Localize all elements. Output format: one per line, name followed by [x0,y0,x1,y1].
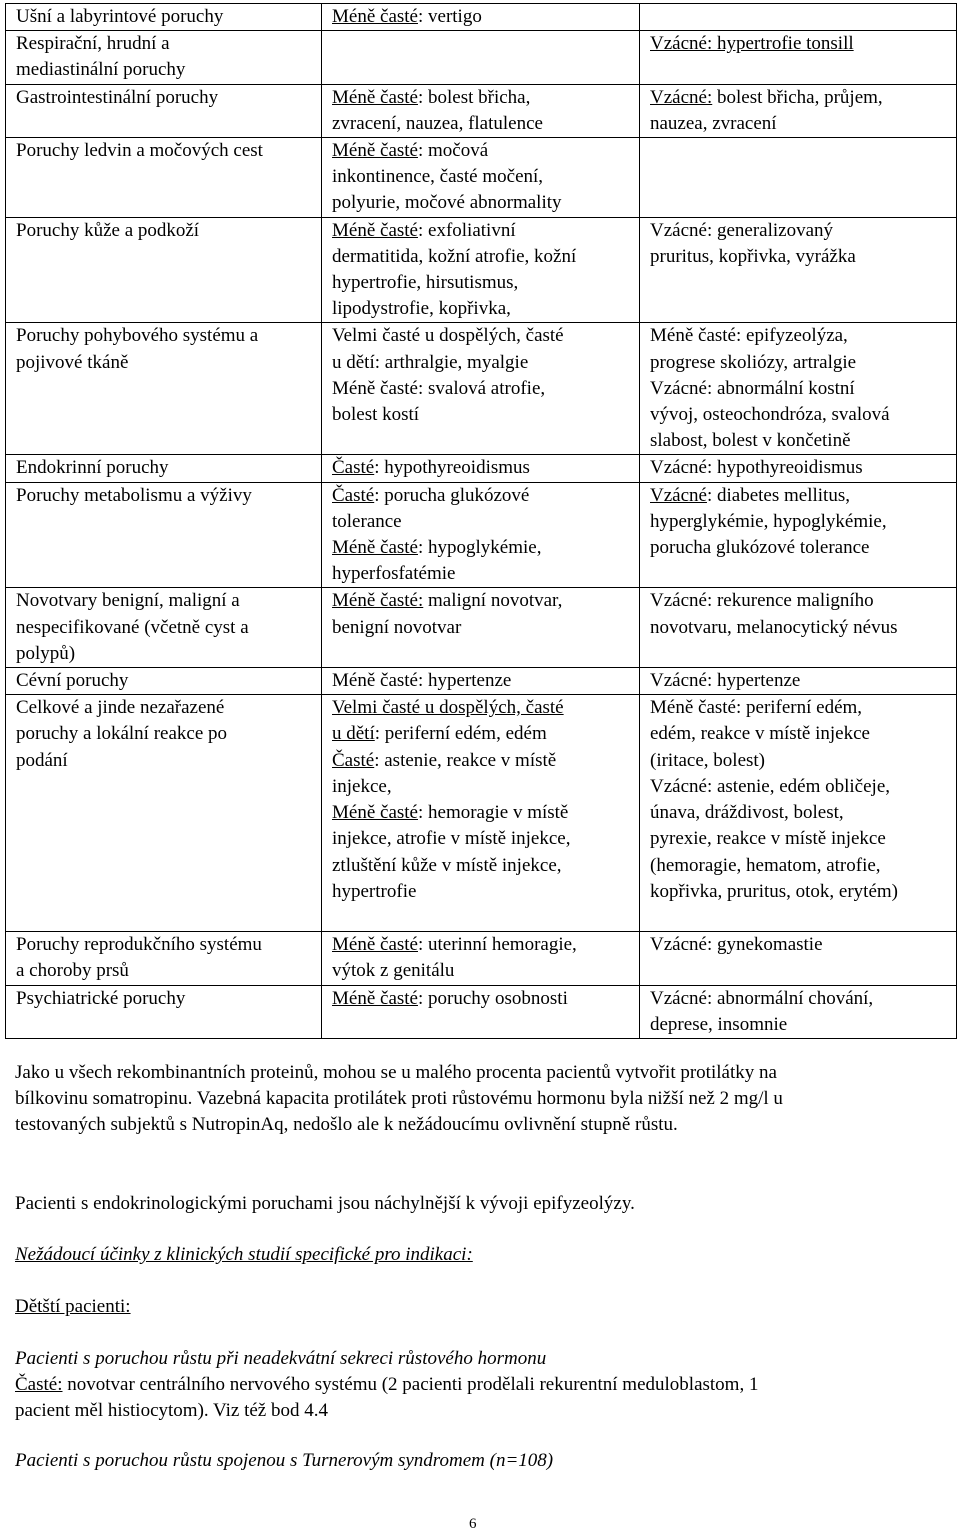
frequency-text: Méně časté: periferní edém, [650,697,863,719]
adverse-effects-table [5,3,957,1039]
frequency-line [332,218,635,244]
frequency-line [332,164,635,190]
frequency-text: Velmi časté u dospělých, časté [332,325,564,347]
ghd-frequency-label: Časté: [15,1374,63,1395]
frequency-text: lipodystrofie, kopřivka, [332,298,511,320]
frequency-cell-common [322,985,640,1038]
frequency-category-label: u dětí [332,723,375,745]
frequency-text: Méně časté: epifyzeolýza, [650,325,848,347]
frequency-line [650,31,952,57]
frequency-cell-common [322,455,640,482]
frequency-line [332,615,635,641]
organ-system-line: mediastinální poruchy [16,59,186,81]
frequency-cell-rare [640,84,957,137]
frequency-line [332,826,635,852]
frequency-effects: maligní novotvar, [423,590,563,612]
frequency-effects: : hypothyreoidismus [374,457,530,479]
frequency-line [332,588,635,614]
table-row [6,138,957,218]
organ-system-line: Novotvary benigní, maligní a [16,590,240,612]
frequency-text: dermatitida, kožní atrofie, kožní [332,245,577,267]
frequency-text: benigní novotvar [332,616,462,638]
frequency-category-label: Méně časté: [332,590,424,612]
frequency-text: Vzácné: astenie, edém obličeje, [650,775,891,797]
frequency-line [332,561,635,587]
frequency-line [650,428,952,454]
frequency-cell-common [322,4,640,31]
frequency-line [650,323,952,349]
frequency-line [650,800,952,826]
frequency-line [332,296,635,322]
frequency-line [332,483,635,509]
frequency-cell-rare [640,668,957,695]
frequency-effects: : porucha glukózové [374,484,530,506]
frequency-text: edém, reakce v místě injekce [650,723,870,745]
frequency-text: (iritace, bolest) [650,749,766,771]
frequency-line [650,826,952,852]
frequency-cell-rare [640,138,957,218]
frequency-line [332,905,635,931]
table-row [6,985,957,1038]
frequency-cell-common [322,932,640,985]
frequency-text: kopřivka, pruritus, otok, erytém) [650,880,899,902]
frequency-line [650,668,952,694]
frequency-text: (hemoragie, hematom, atrofie, [650,854,881,876]
frequency-text: bolest kostí [332,404,420,426]
frequency-line [332,323,635,349]
organ-system-line: Gastrointestinální poruchy [16,86,219,108]
frequency-line [650,695,952,721]
frequency-category-label: Časté [332,749,375,771]
frequency-effects: : bolest břicha, [417,86,531,108]
frequency-text: injekce, [332,775,392,797]
frequency-category-label: Časté [332,457,375,479]
frequency-line [332,509,635,535]
organ-system-line: Ušní a labyrintové poruchy [16,6,224,27]
frequency-category-label: Méně časté [332,987,418,1009]
frequency-line [332,695,635,721]
frequency-effects: : močová [417,140,489,162]
frequency-text: progrese skoliózy, artralgie [650,351,857,373]
frequency-line [650,218,952,244]
frequency-line [332,350,635,376]
organ-system-line: Poruchy ledvin a močových cest [16,140,263,162]
frequency-line [650,932,952,958]
frequency-text: výtok z genitálu [332,960,455,982]
organ-system-cell [6,455,322,482]
frequency-effects: : diabetes mellitus, [706,484,850,506]
frequency-line [332,111,635,137]
frequency-effects: : astenie, reakce v místě [374,749,557,771]
frequency-cell-common [322,138,640,218]
ghd-paragraph [15,1372,935,1424]
frequency-cell-common [322,588,640,668]
frequency-cell-common [322,31,640,84]
frequency-category-label: Méně časté [332,6,418,27]
organ-system-line: Poruchy metabolismu a výživy [16,484,252,506]
organ-system-cell [6,217,322,323]
organ-system-line: Endokrinní poruchy [16,457,169,479]
frequency-text: Vzácné: hypertenze [650,670,801,692]
frequency-cell-common [322,482,640,588]
frequency-text: porucha glukózové tolerance [650,537,870,559]
frequency-line [650,509,952,535]
organ-system-line: podání [16,749,68,771]
frequency-line [332,932,635,958]
organ-system-cell [6,695,322,932]
frequency-category-label: Méně časté [332,934,418,956]
frequency-cell-rare [640,4,957,31]
organ-system-cell [6,588,322,668]
frequency-text: u dětí: arthralgie, myalgie [332,351,529,373]
ghd-paragraph-line-2: pacient měl histiocytom). Viz též bod 4.4 [15,1400,328,1421]
pediatric-patients-heading: Dětští pacienti: [15,1296,131,1317]
frequency-line [332,853,635,879]
frequency-effects: : vertigo [417,6,482,27]
frequency-cell-common [322,323,640,455]
page-number: 6 [469,1516,477,1532]
table-row [6,217,957,323]
table-row [6,668,957,695]
frequency-text: pruritus, kopřivka, vyrážka [650,245,856,267]
organ-system-cell [6,84,322,137]
frequency-text: ztluštění kůže v místě injekce, [332,854,562,876]
organ-system-line: Psychiatrické poruchy [16,987,186,1009]
organ-system-cell [6,4,322,31]
frequency-cell-rare [640,588,957,668]
frequency-effects: : uterinní hemoragie, [417,934,577,956]
frequency-effects: : exfoliativní [417,219,516,241]
frequency-text: deprese, insomnie [650,1013,788,1035]
frequency-line [332,800,635,826]
frequency-category-label: Časté [332,484,375,506]
frequency-line [650,483,952,509]
organ-system-cell [6,482,322,588]
table-row [6,323,957,455]
frequency-text: nauzea, zvracení [650,112,777,134]
frequency-text: novotvaru, melanocytický névus [650,616,898,638]
organ-system-line: pojivové tkáně [16,351,129,373]
frequency-text: inkontinence, časté močení, [332,166,544,188]
frequency-text: hyperglykémie, hypoglykémie, [650,510,887,532]
antibody-paragraph-line-2: bílkovinu somatropinu. Vazebná kapacita protilátek proti růstovému hormonu byla nižší než 2 mg/l u [15,1088,783,1109]
organ-system-line: a choroby prsů [16,960,129,982]
frequency-text: zvracení, nauzea, flatulence [332,112,543,134]
frequency-line [332,138,635,164]
frequency-line [650,111,952,137]
frequency-category-label: Velmi časté u dospělých, časté [332,697,564,719]
frequency-line [332,879,635,905]
frequency-line [332,376,635,402]
table-row [6,4,957,31]
frequency-category-label: Méně časté [332,140,418,162]
turner-heading: Pacienti s poruchou růstu spojenou s Turnerovým syndromem (n=108) [15,1450,554,1471]
frequency-text: pyrexie, reakce v místě injekce [650,828,886,850]
frequency-cell-common [322,668,640,695]
frequency-text: hypertrofie, hirsutismus, [332,272,519,294]
frequency-text: Méně časté: hypertenze [332,670,512,692]
frequency-line [650,376,952,402]
frequency-category-label: Vzácné [650,484,707,506]
frequency-cell-rare [640,31,957,84]
frequency-text: Vzácné: hypothyreoidismus [650,457,863,479]
frequency-cell-rare [640,695,957,932]
frequency-text: Méně časté: svalová atrofie, [332,377,546,399]
frequency-line [650,774,952,800]
frequency-line [650,853,952,879]
frequency-line [332,986,635,1012]
frequency-cell-rare [640,455,957,482]
frequency-text: Vzácné: gynekomastie [650,934,823,956]
frequency-text: slabost, bolest v končetině [650,430,851,452]
frequency-category-label: Vzácné: [650,86,713,108]
table-row [6,84,957,137]
frequency-text: tolerance [332,510,402,532]
frequency-category-label: Méně časté [332,219,418,241]
organ-system-line: Poruchy kůže a podkoží [16,219,200,241]
frequency-text: Vzácné: abnormální kostní [650,377,855,399]
organ-system-cell [6,932,322,985]
frequency-category-label: Méně časté [332,802,418,824]
frequency-effects: : hypoglykémie, [417,537,542,559]
frequency-text: Vzácné: generalizovaný [650,219,834,241]
frequency-text: injekce, atrofie v místě injekce, [332,828,571,850]
table-row [6,588,957,668]
organ-system-line: poruchy a lokální reakce po [16,723,228,745]
ghd-paragraph-line-1: novotvar centrálního nervového systému (2 pacienti prodělali rekurentní meduloblastom, 1 [62,1374,759,1395]
frequency-cell-rare [640,932,957,985]
frequency-line [650,244,952,270]
table-row [6,695,957,932]
organ-system-line: Poruchy reprodukčního systému [16,934,262,956]
frequency-cell-rare [640,985,957,1038]
frequency-line [650,535,952,561]
organ-system-line: Cévní poruchy [16,670,129,692]
frequency-effects: : periferní edém, edém [374,723,547,745]
organ-system-cell [6,985,322,1038]
frequency-line [650,615,952,641]
frequency-line [332,748,635,774]
frequency-text: únava, dráždivost, bolest, [650,802,844,824]
frequency-line [332,535,635,561]
ghd-heading: Pacienti s poruchou růstu při neadekvátní sekreci růstového hormonu [15,1348,547,1369]
organ-system-line: Poruchy pohybového systému a [16,325,259,347]
table-row [6,932,957,985]
frequency-line [332,668,635,694]
frequency-text: hyperfosfatémie [332,563,456,585]
frequency-effects: : poruchy osobnosti [417,987,568,1009]
organ-system-cell [6,138,322,218]
frequency-line [650,402,952,428]
frequency-line [650,350,952,376]
frequency-line [332,190,635,216]
frequency-line [650,1012,952,1038]
epiphysiolysis-note: Pacienti s endokrinologickými poruchami jsou náchylnější k vývoji epifyzeolýzy. [15,1193,635,1214]
frequency-cell-common [322,84,640,137]
frequency-text: vývoj, osteochondróza, svalová [650,404,890,426]
frequency-effects: : hemoragie v místě [417,802,569,824]
adverse-effects-table-body [6,4,957,1039]
frequency-effects: bolest břicha, průjem, [712,86,883,108]
organ-system-cell [6,323,322,455]
frequency-text: hypertrofie [332,880,417,902]
frequency-line [332,270,635,296]
frequency-line [650,748,952,774]
frequency-line [650,721,952,747]
frequency-cell-rare [640,323,957,455]
frequency-line [332,402,635,428]
frequency-line [332,455,635,481]
frequency-line [650,986,952,1012]
frequency-line [332,244,635,270]
frequency-cell-common [322,217,640,323]
table-row [6,482,957,588]
table-row [6,31,957,84]
frequency-category-label: Méně časté [332,537,418,559]
antibody-paragraph-line-3: testovaných subjektů s NutropinAq, nedošlo ale k nežádoucímu ovlivnění stupně růstu. [15,1114,678,1135]
frequency-cell-rare [640,217,957,323]
organ-system-line: nespecifikované (včetně cyst a [16,616,249,638]
frequency-category-label: Méně časté [332,86,418,108]
antibody-paragraph-line-1: Jako u všech rekombinantních proteinů, mohou se u malého procenta pacientů vytvořit protilátky na [15,1062,777,1083]
table-row [6,455,957,482]
organ-system-line: Respirační, hrudní a [16,33,170,55]
frequency-line [332,721,635,747]
organ-system-line: Celkové a jinde nezařazené [16,697,225,719]
frequency-line [332,774,635,800]
frequency-line [650,588,952,614]
frequency-line [332,4,635,30]
clinical-studies-heading: Nežádoucí účinky z klinických studií specifické pro indikaci: [15,1244,473,1265]
frequency-line [650,85,952,111]
organ-system-cell [6,31,322,84]
organ-system-line: polypů) [16,642,76,664]
frequency-cell-rare [640,482,957,588]
antibody-paragraph [15,1060,933,1138]
organ-system-cell [6,668,322,695]
frequency-line [332,85,635,111]
frequency-line [650,879,952,905]
frequency-cell-common [322,695,640,932]
frequency-text: Vzácné: abnormální chování, [650,987,874,1009]
frequency-line [332,958,635,984]
frequency-category-label: Vzácné: hypertrofie tonsill [650,33,854,55]
frequency-text: Vzácné: rekurence maligního [650,590,874,612]
frequency-line [650,455,952,481]
frequency-text: polyurie, močové abnormality [332,192,562,214]
